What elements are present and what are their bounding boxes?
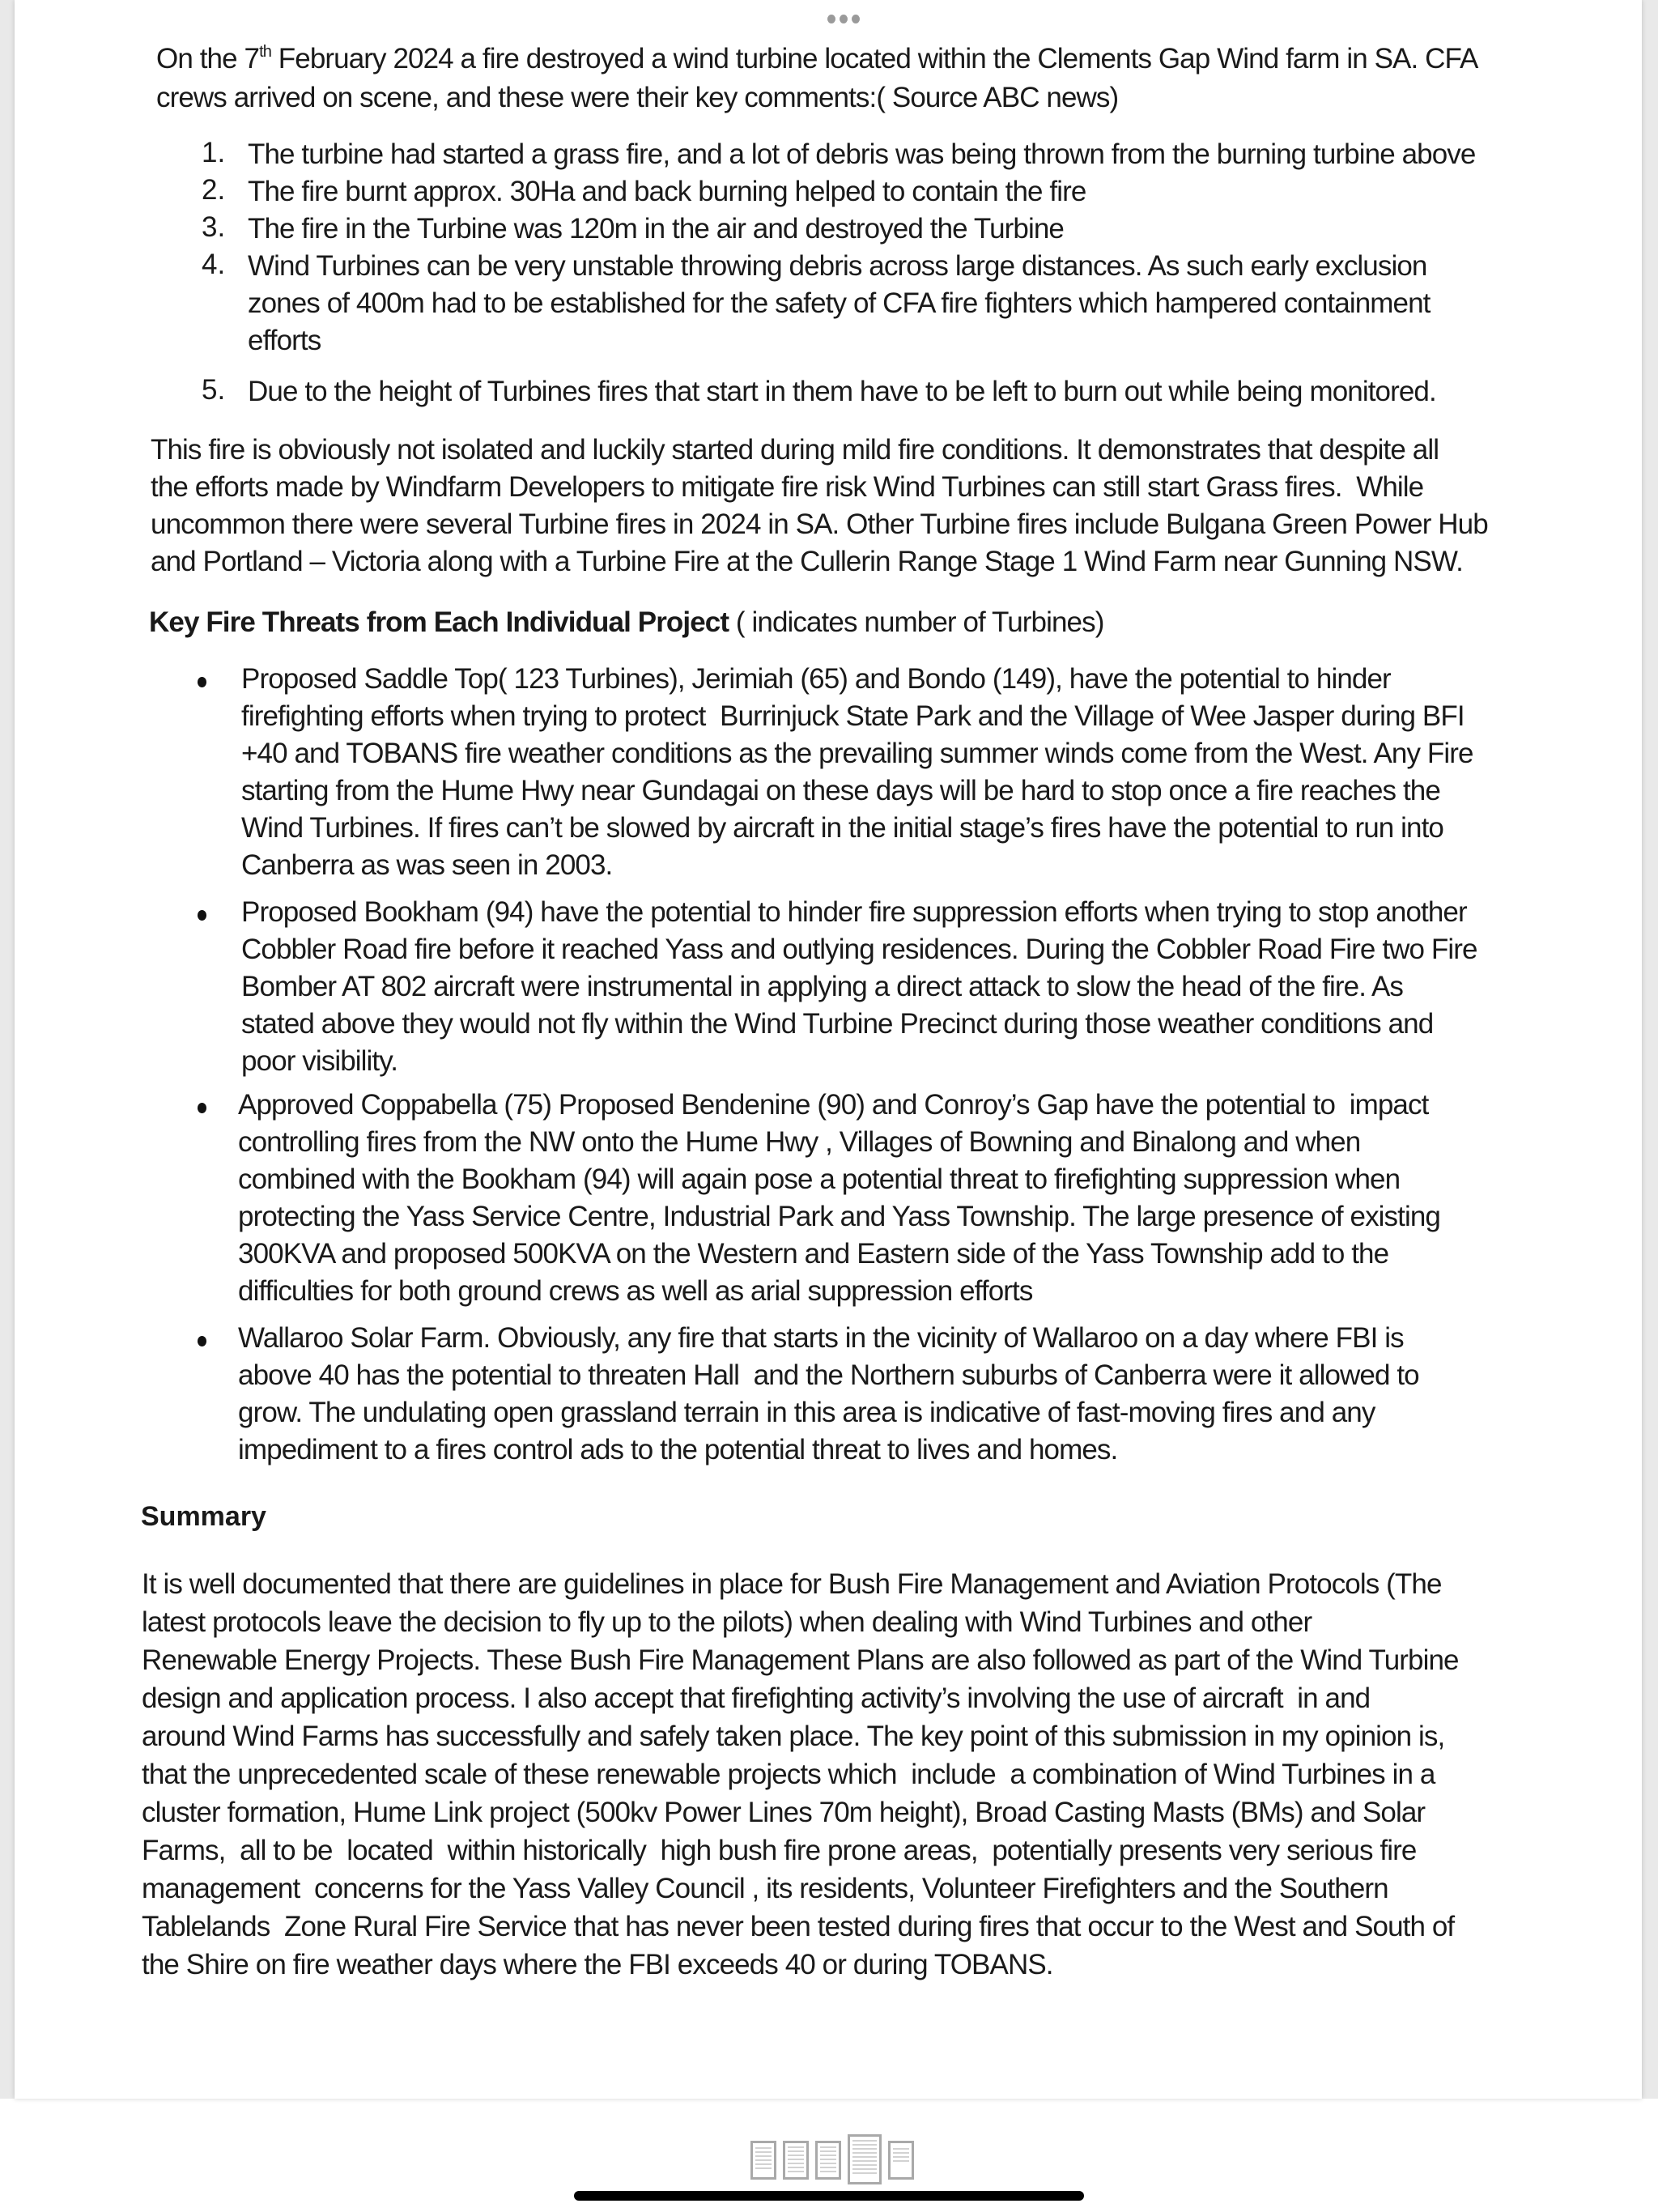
list-number: 2. — [202, 174, 226, 206]
list-item-continuation: grow. The undulating open grassland terrain in this area is indicative of fast-moving fires and any — [238, 1397, 1375, 1428]
list-item: Proposed Bookham (94) have the potential to hinder fire suppression efforts when trying to stop another — [241, 896, 1467, 928]
paragraph-line: the efforts made by Windfarm Developers to mitigate fire risk Wind Turbines can still start Grass fires. While — [151, 471, 1424, 503]
threats-heading: Key Fire Threats from Each Individual Project ( indicates number of Turbines) — [149, 606, 1104, 638]
list-item-continuation: Wind Turbines. If fires can’t be slowed by aircraft in the initial stage’s fires have the potential to run into — [241, 812, 1443, 844]
list-item-continuation: +40 and TOBANS fire weather conditions as the prevailing summer winds come from the West. Any Fire — [241, 738, 1473, 769]
page-thumbnail-3[interactable] — [815, 2141, 841, 2180]
list-item-continuation: protecting the Yass Service Centre, Industrial Park and Yass Township. The large presence of existing — [238, 1201, 1440, 1232]
paragraph-line: the Shire on fire weather days where the FBI exceeds 40 or during TOBANS. — [142, 1949, 1053, 1980]
paragraph-line: latest protocols leave the decision to fly up to the pilots) when dealing with Wind Turbines and other — [142, 1606, 1312, 1638]
list-item-continuation: controlling fires from the NW onto the Hume Hwy , Villages of Bowning and Binalong and when — [238, 1126, 1361, 1158]
ellipsis-icon[interactable] — [821, 11, 866, 26]
paragraph-line: Tablelands Zone Rural Fire Service that has never been tested during fires that occur to the West and South of — [142, 1911, 1455, 1942]
intro-line: On the 7th February 2024 a fire destroyed a wind turbine located within the Clements Gap Wind farm in SA. CFA — [156, 43, 1478, 74]
paragraph-line: that the unprecedented scale of these renewable projects which include a combination of Wind Turbines in a — [142, 1759, 1435, 1790]
page-thumbnail-2[interactable] — [783, 2141, 809, 2180]
list-item: Approved Coppabella (75) Proposed Bendenine (90) and Conroy’s Gap have the potential to impact — [238, 1089, 1429, 1121]
list-item-continuation: difficulties for both ground crews as well as arial suppression efforts — [238, 1275, 1033, 1307]
paragraph-line: Renewable Energy Projects. These Bush Fire Management Plans are also followed as part of the Wind Turbine — [142, 1644, 1459, 1676]
list-item: The fire burnt approx. 30Ha and back burning helped to contain the fire — [248, 176, 1086, 207]
list-number: 3. — [202, 211, 226, 243]
list-item: Wind Turbines can be very unstable throwing debris across large distances. As such early exclusion — [248, 250, 1427, 282]
document-page[interactable] — [15, 0, 1642, 2099]
paragraph-line: management concerns for the Yass Valley Council , its residents, Volunteer Firefighters and the Southern — [142, 1873, 1388, 1904]
page-thumbnail-1[interactable] — [750, 2141, 776, 2180]
page-thumbnail-4-current[interactable] — [848, 2134, 882, 2184]
summary-heading: Summary — [141, 1501, 266, 1532]
list-item-continuation: impediment to a fires control ads to the potential threat to lives and homes. — [238, 1434, 1118, 1465]
paragraph-line: cluster formation, Hume Link project (500kv Power Lines 70m height), Broad Casting Masts (BMs) and Solar — [142, 1797, 1426, 1828]
list-item-continuation: stated above they would not fly within the Wind Turbine Precinct during those weather conditions and — [241, 1008, 1434, 1040]
paragraph-line: around Wind Farms has successfully and safely taken place. The key point of this submission in my opinion is, — [142, 1721, 1445, 1752]
bullet-icon — [198, 1336, 206, 1346]
list-item: The fire in the Turbine was 120m in the air and destroyed the Turbine — [248, 213, 1064, 245]
paragraph-line: It is well documented that there are guidelines in place for Bush Fire Management and Aviation Protocols (The — [142, 1568, 1442, 1600]
list-item: Wallaroo Solar Farm. Obviously, any fire that starts in the vicinity of Wallaroo on a day where FBI is — [238, 1322, 1404, 1354]
bullet-icon — [198, 677, 206, 687]
list-item-continuation: firefighting efforts when trying to protect Burrinjuck State Park and the Village of Wee Jasper during BFI — [241, 700, 1465, 732]
list-item: Due to the height of Turbines fires that start in them have to be left to burn out while being monitored. — [248, 376, 1436, 407]
list-item-continuation: Cobbler Road fire before it reached Yass and outlying residences. During the Cobbler Road Fire two Fire — [241, 934, 1477, 965]
list-item-continuation: 300KVA and proposed 500KVA on the Western and Eastern side of the Yass Township add to the — [238, 1238, 1389, 1270]
bullet-icon — [198, 910, 206, 921]
list-item-continuation: Canberra as was seen in 2003. — [241, 849, 613, 881]
list-number: 5. — [202, 374, 226, 406]
list-item-continuation: starting from the Hume Hwy near Gundagai on these days will be hard to stop once a fire reaches the — [241, 775, 1440, 806]
paragraph-line: Farms, all to be located within historically high bush fire prone areas, potentially presents very serious fire — [142, 1835, 1417, 1866]
paragraph-line: This fire is obviously not isolated and luckily started during mild fire conditions. It demonstrates that despite all — [151, 434, 1439, 466]
intro-line: crews arrived on scene, and these were their key comments:( Source ABC news) — [156, 82, 1119, 113]
list-number: 4. — [202, 249, 226, 280]
paragraph-line: uncommon there were several Turbine fires in 2024 in SA. Other Turbine fires include Bulgana Green Power Hub — [151, 508, 1488, 540]
page-thumbnail-5[interactable] — [888, 2141, 914, 2180]
paragraph-line: design and application process. I also accept that firefighting activity’s involving the use of aircraft in and — [142, 1682, 1371, 1714]
list-item-continuation: poor visibility. — [241, 1045, 398, 1077]
list-item-continuation: combined with the Bookham (94) will again pose a potential threat to firefighting suppression when — [238, 1163, 1401, 1195]
list-item: Proposed Saddle Top( 123 Turbines), Jerimiah (65) and Bondo (149), have the potential to hinder — [241, 663, 1391, 695]
page-thumbnail-strip — [750, 2134, 914, 2183]
list-number: 1. — [202, 137, 226, 168]
bullet-icon — [198, 1103, 206, 1113]
home-indicator[interactable] — [574, 2191, 1084, 2201]
list-item-continuation: Bomber AT 802 aircraft were instrumental in applying a direct attack to slow the head of the fire. As — [241, 971, 1403, 1002]
list-item: The turbine had started a grass fire, and a lot of debris was being thrown from the burning turbine above — [248, 138, 1476, 170]
list-item-continuation: above 40 has the potential to threaten Hall and the Northern suburbs of Canberra were it allowed to — [238, 1359, 1419, 1391]
list-item-continuation: zones of 400m had to be established for the safety of CFA fire fighters which hampered containment — [248, 287, 1431, 319]
paragraph-line: and Portland – Victoria along with a Turbine Fire at the Cullerin Range Stage 1 Wind Farm near Gunning NSW. — [151, 546, 1463, 577]
list-item-continuation: efforts — [248, 325, 321, 356]
